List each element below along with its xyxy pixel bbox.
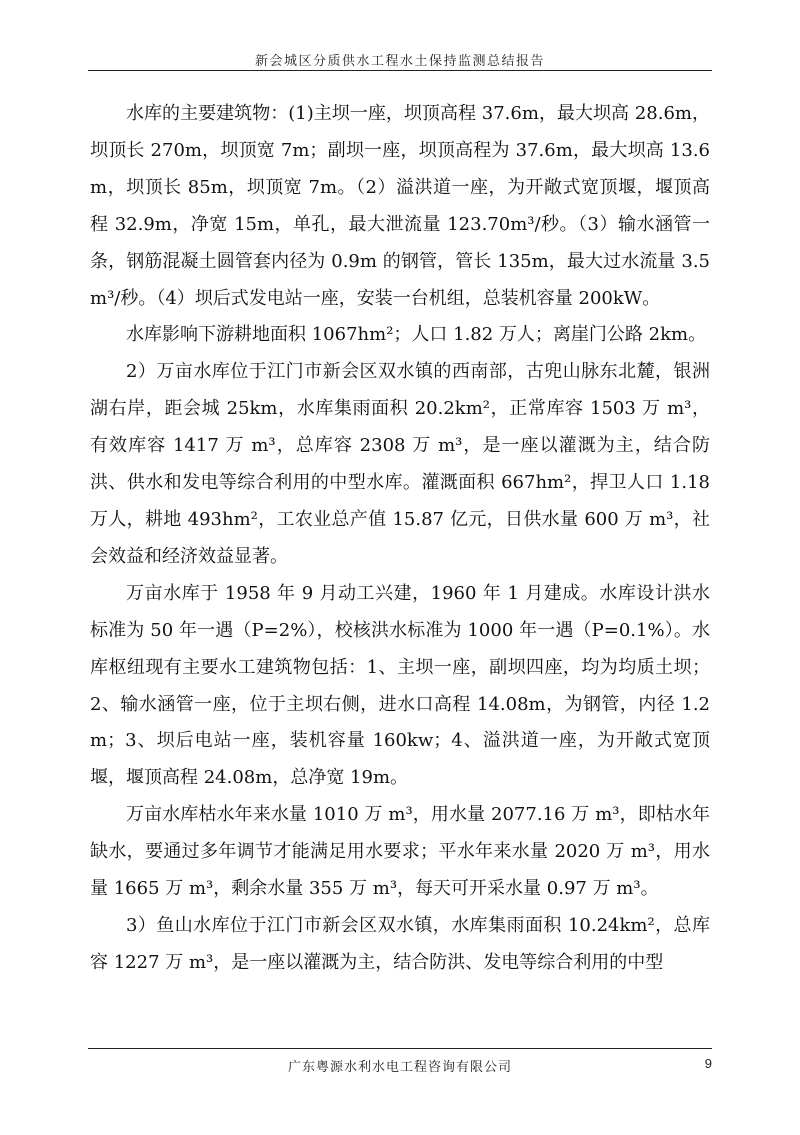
- paragraph-wanmu-construction: 万亩水库于 1958 年 9 月动工兴建，1960 年 1 月建成。水库设计洪水标准为 50 年一遇（P=2%），校核洪水标准为 1000 年一遇（P=0.1%）。水库枢纽现有主要水工建筑物包括：1、主坝一座，副坝四座，均为均质土坝；2、输水涵管一座，位于主坝右侧，进水口高程 14.08m，为钢管，内径 1.2m；3、坝后电站一座，装机容量 160kw；4、溢洪道一座，为开敞式宽顶堰，堰顶高程 24.08m，总净宽 19m。: [90, 582, 710, 789]
- header-rule: [88, 70, 712, 71]
- paragraph-main-structures: 水库的主要建筑物：(1)主坝一座，坝顶高程 37.6m，最大坝高 28.6m，坝顶长 270m，坝顶宽 7m；副坝一座，坝顶高程为 37.6m，最大坝高 13.6m，坝顶长 85m，坝顶宽 7m。（2）溢洪道一座，为开敞式宽顶堰，堰顶高程 32.9m，净宽 15m，单孔，最大泄流量 123.70m³/秒。（3）输水涵管一条，钢筋混凝土圆管套内径为 0.9m 的钢管，管长 135m，最大过水流量 3.5m³/秒。（4）坝后式发电站一座，安装一台机组，总装机容量 200kW。: [90, 103, 710, 309]
- paragraph-yushan-reservoir: 3）鱼山水库位于江门市新会区双水镇，水库集雨面积 10.24km²，总库容 1227 万 m³，是一座以灌溉为主，结合防洪、发电等综合利用的中型: [90, 914, 710, 973]
- paragraph-wanmu-water-balance: 万亩水库枯水年来水量 1010 万 m³，用水量 2077.16 万 m³，即枯水年缺水，要通过多年调节才能满足用水要求；平水年来水量 2020 万 m³，用水量 1665 万 m³，剩余水量 355 万 m³，每天可开采水量 0.97 万 m³。: [90, 804, 710, 900]
- paragraph-wanmu-reservoir: 2）万亩水库位于江门市新会区双水镇的西南部，古兜山脉东北麓，银洲湖右岸，距会城 25km，水库集雨面积 20.2km²，正常库容 1503 万 m³，有效库容 1417 万 m³，总库容 2308 万 m³，是一座以灌溉为主，结合防洪、供水和发电等综合利用的中型水库。灌溉面积 667hm²，捍卫人口 1.18 万人，耕地 493hm²，工农业总产值 15.87 亿元，日供水量 600 万 m³，社会效益和经济效益显著。: [90, 361, 710, 567]
- paragraph-downstream-impact: 水库影响下游耕地面积 1067hm²；人口 1.82 万人；离崖门公路 2km。: [126, 324, 707, 346]
- body-text: [90, 96, 710, 982]
- footer-company: 广东粤源水利水电工程咨询有限公司: [287, 1060, 512, 1075]
- page-number: 9: [704, 1056, 712, 1071]
- footer-rule: [88, 1048, 712, 1049]
- running-header: 新会城区分质供水工程水土保持监测总结报告: [254, 54, 545, 69]
